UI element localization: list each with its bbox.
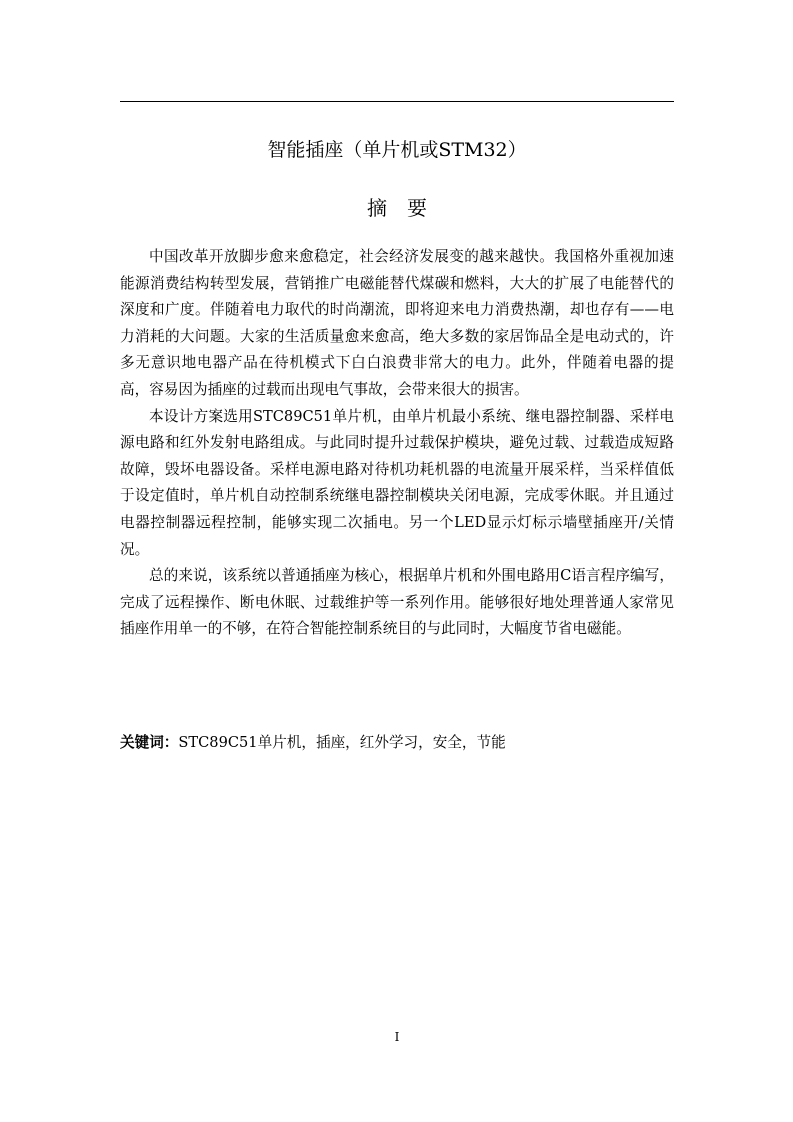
page-number: I	[394, 1030, 400, 1044]
abstract-paragraph-3: 总的来说，该系统以普通插座为核心，根据单片机和外围电路用C语言程序编写，完成了远程操作、断电休眠、过载维护等一系列作用。能够很好地处理普通人家常见插座作用单一的不够，在符合智能控制系统目的与此同时，大幅度节省电磁能。	[120, 567, 674, 638]
keywords-list: STC89C51单片机，插座，红外学习，安全，节能	[178, 734, 506, 751]
abstract-body	[120, 244, 674, 643]
abstract-heading: 摘要	[367, 196, 447, 220]
header-rule	[120, 101, 674, 102]
abstract-paragraph-2: 本设计方案选用STC89C51单片机，由单片机最小系统、继电器控制器、采样电源电路和红外发射电路组成。与此同时提升过载保护模块，避免过载、过载造成短路故障，毁坏电器设备。采样电源电路对待机功耗机器的电流量开展采样，当采样值低于设定值时，单片机自动控制系统继电器控制模块关闭电源，完成零休眠。并且通过电器控制器远程控制，能够实现二次插电。另一个LED显示灯标示墙壁插座开/关情况。	[120, 407, 674, 558]
document-title: 智能插座（单片机或STM32）	[267, 139, 527, 161]
abstract-paragraph-1: 中国改革开放脚步愈来愈稳定，社会经济发展变的越来越快。我国格外重视加速能源消费结构转型发展，营销推广电磁能替代煤碳和燃料，大大的扩展了电能替代的深度和广度。伴随着电力取代的时尚潮流，即将迎来电力消费热潮，却也存有——电力消耗的大问题。大家的生活质量愈来愈高，绝大多数的家居饰品全是电动式的，许多无意识地电器产品在待机模式下白白浪费非常大的电力。此外，伴随着电器的提高，容易因为插座的过载而出现电气事故，会带来很大的损害。	[120, 248, 674, 398]
keywords-line	[120, 730, 674, 756]
keywords-label: 关键词：	[120, 734, 179, 751]
